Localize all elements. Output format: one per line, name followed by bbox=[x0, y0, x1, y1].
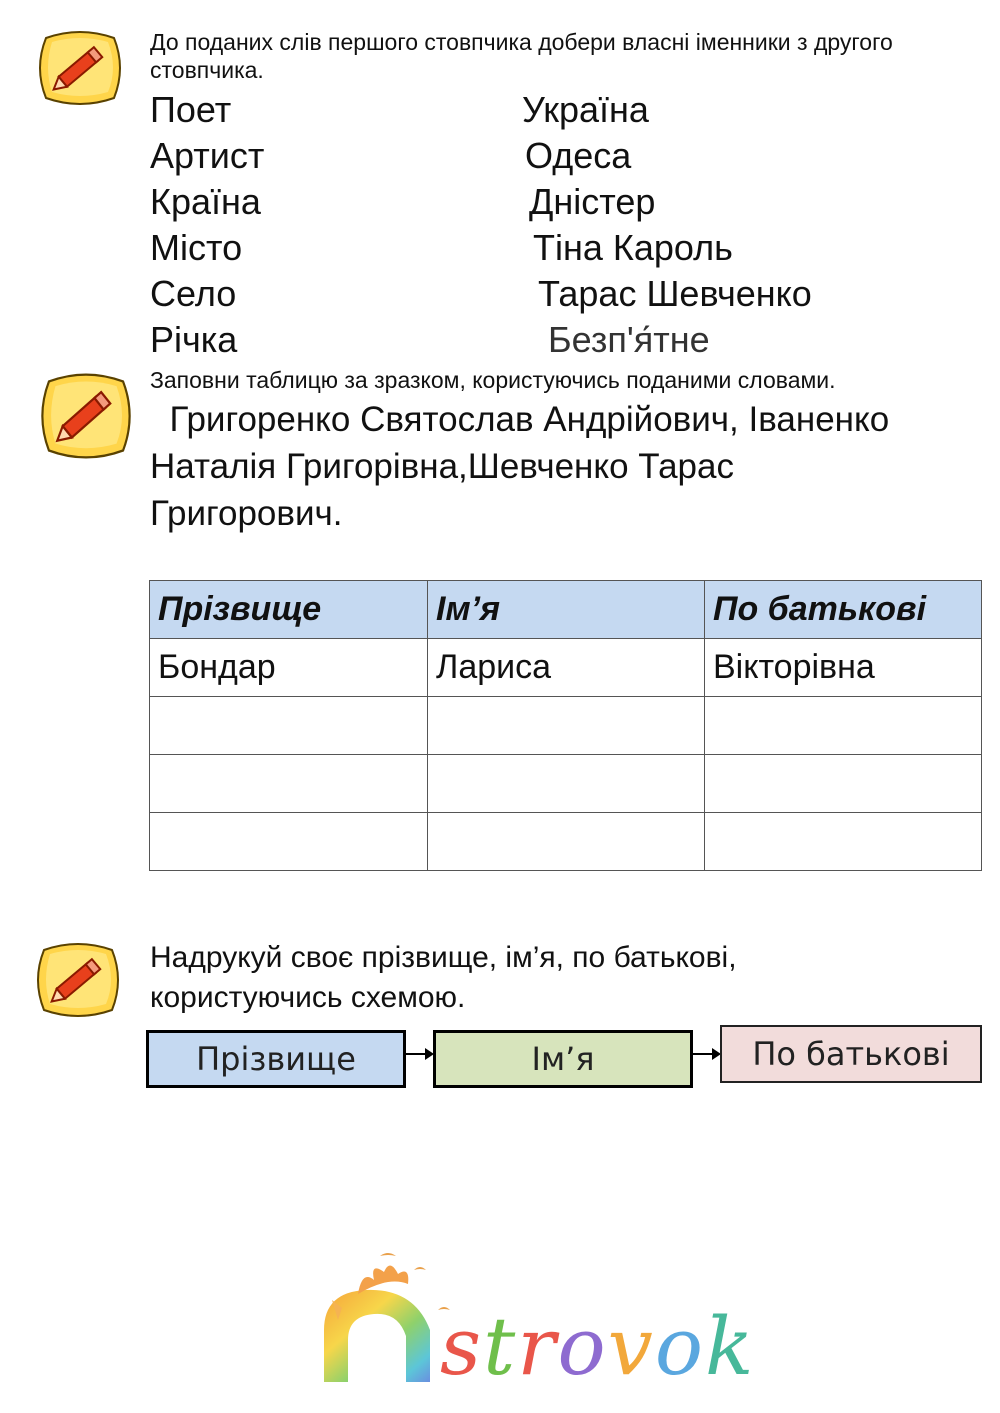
header-name: Ім’я bbox=[428, 581, 705, 639]
logo-text bbox=[440, 1300, 756, 1393]
header-surname: Прізвище bbox=[150, 581, 428, 639]
task2-instruction: Заповни таблицю за зразком, користуючись поданими словами. bbox=[150, 367, 836, 393]
left-word-6: Річка bbox=[150, 319, 238, 360]
fio-table bbox=[149, 580, 982, 871]
table-row[interactable] bbox=[150, 813, 982, 871]
left-word-1: Поет bbox=[150, 89, 232, 130]
task2-names-text: Григоренко Святослав Андрійович, Іваненко Наталія Григорівна,Шевченко Тарас Григорович. bbox=[150, 400, 899, 533]
logo-letter: o bbox=[557, 1300, 608, 1393]
logo-letter: t bbox=[483, 1300, 518, 1393]
table-row[interactable] bbox=[150, 755, 982, 813]
ostrovok-rainbow-arch-icon bbox=[318, 1250, 458, 1385]
task1-instruction: До поданих слів першого стовпчика добери власні іменники з другого стовпчика. bbox=[150, 29, 893, 83]
cell-patronymic[interactable] bbox=[705, 755, 982, 813]
cell-surname: Бондар bbox=[150, 639, 428, 697]
cell-surname[interactable] bbox=[150, 813, 428, 871]
cell-name[interactable] bbox=[428, 697, 705, 755]
left-word-4: Місто bbox=[150, 227, 243, 268]
right-word-6[interactable]: Безп'я́тне bbox=[548, 319, 710, 360]
right-word-2[interactable]: Одеса bbox=[525, 135, 632, 176]
schema-box-patronymic: По батькові bbox=[720, 1025, 982, 1083]
cell-name[interactable] bbox=[428, 755, 705, 813]
task3-instruction: Надрукуй своє прізвище, ім’я, по батькові, користуючись схемою. bbox=[150, 941, 737, 1014]
right-word-5[interactable]: Тарас Шевченко bbox=[538, 273, 812, 314]
logo-letter: s bbox=[440, 1300, 484, 1393]
right-word-1[interactable]: Україна bbox=[522, 89, 649, 130]
logo-letter: v bbox=[607, 1300, 655, 1393]
logo-letter: o bbox=[654, 1300, 706, 1393]
task1-pencil-badge bbox=[36, 28, 124, 108]
pencil-icon bbox=[36, 28, 124, 108]
right-word-4[interactable]: Тіна Кароль bbox=[533, 227, 733, 268]
schema-box-name: Ім’я bbox=[433, 1030, 693, 1088]
task2-pencil-badge bbox=[38, 370, 134, 462]
pencil-icon bbox=[38, 370, 134, 462]
header-patronymic: По батькові bbox=[705, 581, 982, 639]
left-word-2: Артист bbox=[150, 135, 265, 176]
table-header-row bbox=[150, 581, 982, 639]
right-word-3[interactable]: Дністер bbox=[529, 181, 656, 222]
left-word-3: Країна bbox=[150, 181, 261, 222]
cell-patronymic[interactable] bbox=[705, 697, 982, 755]
logo-letter: k bbox=[705, 1300, 756, 1393]
schema-arrow-2 bbox=[693, 1053, 719, 1055]
cell-name[interactable] bbox=[428, 813, 705, 871]
pencil-icon bbox=[34, 940, 122, 1020]
table-row[interactable] bbox=[150, 697, 982, 755]
cell-surname[interactable] bbox=[150, 697, 428, 755]
logo-letter: r bbox=[517, 1300, 558, 1393]
cell-patronymic[interactable] bbox=[705, 813, 982, 871]
task3-pencil-badge bbox=[34, 940, 122, 1020]
schema-arrow-1 bbox=[406, 1053, 432, 1055]
cell-name: Лариса bbox=[428, 639, 705, 697]
cell-surname[interactable] bbox=[150, 755, 428, 813]
table-row bbox=[150, 639, 982, 697]
schema-box-surname: Прізвище bbox=[146, 1030, 406, 1088]
cell-patronymic: Вікторівна bbox=[705, 639, 982, 697]
logo-letters bbox=[440, 1300, 756, 1393]
left-word-5: Село bbox=[150, 273, 237, 314]
